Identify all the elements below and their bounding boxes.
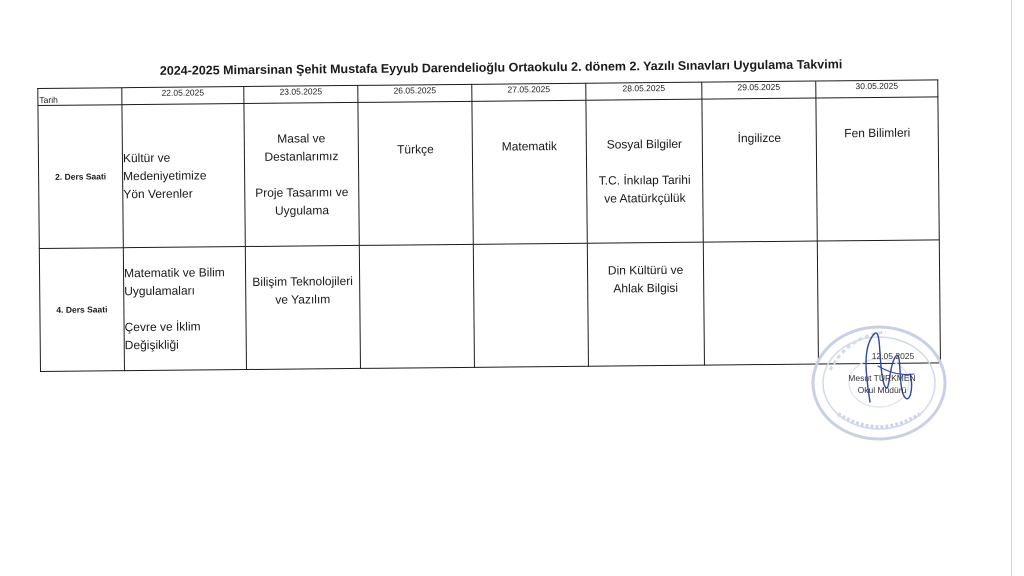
cell-line: Din Kültürü ve (607, 262, 684, 278)
cell-gap (245, 165, 358, 184)
date-header: 28.05.2025 (586, 82, 702, 100)
table-cell (473, 243, 588, 367)
cell-line: Medeniyetimize (123, 168, 207, 184)
table-cell (472, 100, 587, 244)
cell-gap (124, 299, 245, 318)
date-header: 29.05.2025 (702, 81, 816, 99)
cell-line: Fen Bilimleri (844, 125, 911, 141)
signature-date: 12.05.2025 (871, 351, 915, 361)
date-header: 26.05.2025 (358, 84, 472, 102)
table-cell (359, 244, 474, 368)
cell-line: ve Yazılım (275, 292, 331, 307)
cell-line: Destanlarımız (264, 149, 339, 164)
cell-line: Çevre ve İklim (124, 319, 201, 335)
table-cell (123, 247, 246, 371)
cell-line: Türkçe (396, 142, 434, 157)
date-header: 30.05.2025 (816, 80, 938, 98)
table-cell (586, 99, 703, 243)
signatory-name: Mesut TÜRKMEN (848, 373, 916, 383)
signatory-role: Okul Müdürü (857, 385, 907, 395)
schedule-document (37, 53, 940, 372)
cell-line: Bilişim Teknolojileri (252, 273, 353, 289)
cell-line: Uygulamaları (124, 283, 195, 299)
cell-line: Değişikliği (124, 337, 179, 353)
row-label: 2. Ders Saati (38, 105, 123, 249)
cell-line: Yön Verenler (123, 186, 193, 202)
date-header: 23.05.2025 (244, 85, 358, 103)
cell-line: Matematik ve Bilim (123, 265, 225, 281)
date-header: 22.05.2025 (122, 87, 244, 105)
table-cell (816, 97, 939, 241)
corner-label: Tarih (38, 88, 122, 106)
document-title: 2024-2025 Mimarsinan Şehit Mustafa Eyyub Darendelioğlu Ortaokulu 2. dönem 2. Yazılı Sınavları Uygulama Takvimi (159, 57, 843, 78)
exam-schedule-table (37, 79, 941, 372)
table-cell (587, 242, 704, 366)
cell-line: ve Atatürkçülük (604, 190, 686, 206)
table-cell (703, 241, 818, 365)
table-cell (244, 102, 359, 246)
page-edge (1011, 0, 1012, 576)
cell-line: T.C. İnkılap Tarihi (598, 172, 691, 188)
date-header: 27.05.2025 (472, 83, 586, 101)
cell-line: Masal ve (277, 131, 326, 146)
cell-line: Sosyal Bilgiler (606, 136, 683, 152)
table-row (38, 97, 939, 249)
table-cell (245, 245, 360, 369)
table-row (39, 240, 940, 372)
cell-line: Kültür ve (122, 150, 171, 166)
table-cell (358, 101, 473, 245)
cell-gap (587, 153, 702, 172)
signature-block (834, 350, 930, 396)
cell-line: İngilizce (737, 130, 782, 146)
table-cell (122, 104, 245, 248)
cell-line: Matematik (501, 139, 558, 154)
table-cell (702, 98, 817, 242)
cell-line: Uygulama (274, 203, 330, 218)
cell-line: Proje Tasarımı ve (255, 185, 349, 200)
cell-line: Ahlak Bilgisi (613, 280, 679, 296)
row-label: 4. Ders Saati (39, 248, 124, 372)
